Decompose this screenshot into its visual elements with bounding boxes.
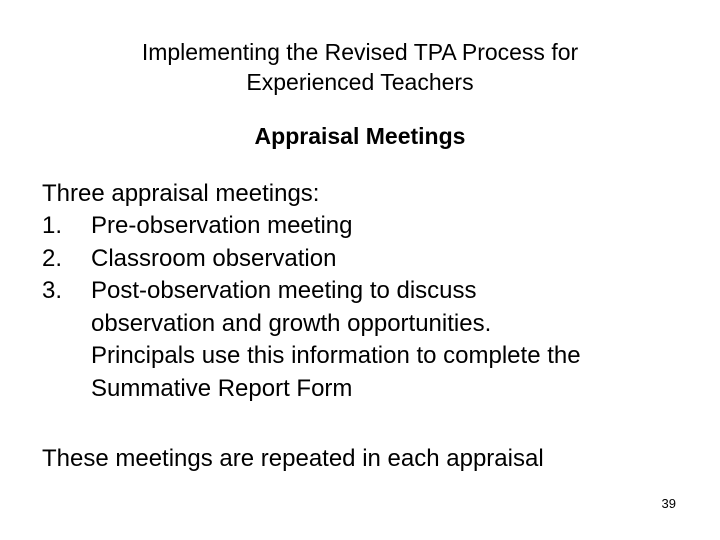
list-item-text: Pre-observation meeting (91, 212, 353, 239)
list-item (42, 243, 681, 276)
slide-title-line-2: Experienced Teachers (246, 69, 474, 95)
meeting-list (42, 210, 681, 405)
list-item (42, 210, 681, 243)
list-item-text-line-4: Summative Report Form (91, 374, 353, 402)
slide-subtitle: Appraisal Meetings (254, 123, 466, 149)
page-number: 39 (661, 496, 676, 511)
list-item-text-line-3: Principals use this information to complete the (91, 342, 581, 369)
slide-title-line-1: Implementing the Revised TPA Process for (141, 39, 579, 65)
closing-text: These meetings are repeated in each appraisal (42, 445, 544, 472)
list-item-text: Classroom observation (91, 244, 337, 272)
list-item (42, 275, 681, 405)
intro-text: Three appraisal meetings: (42, 180, 320, 207)
list-item-text-line-2: observation and growth opportunities. (91, 309, 492, 337)
slide-title (0, 37, 720, 97)
list-item-text-line-1: Post-observation meeting to discuss (91, 277, 477, 304)
list-item-number: 3. (42, 277, 63, 304)
list-item-number: 2. (42, 244, 63, 272)
list-item-number: 1. (42, 212, 63, 239)
